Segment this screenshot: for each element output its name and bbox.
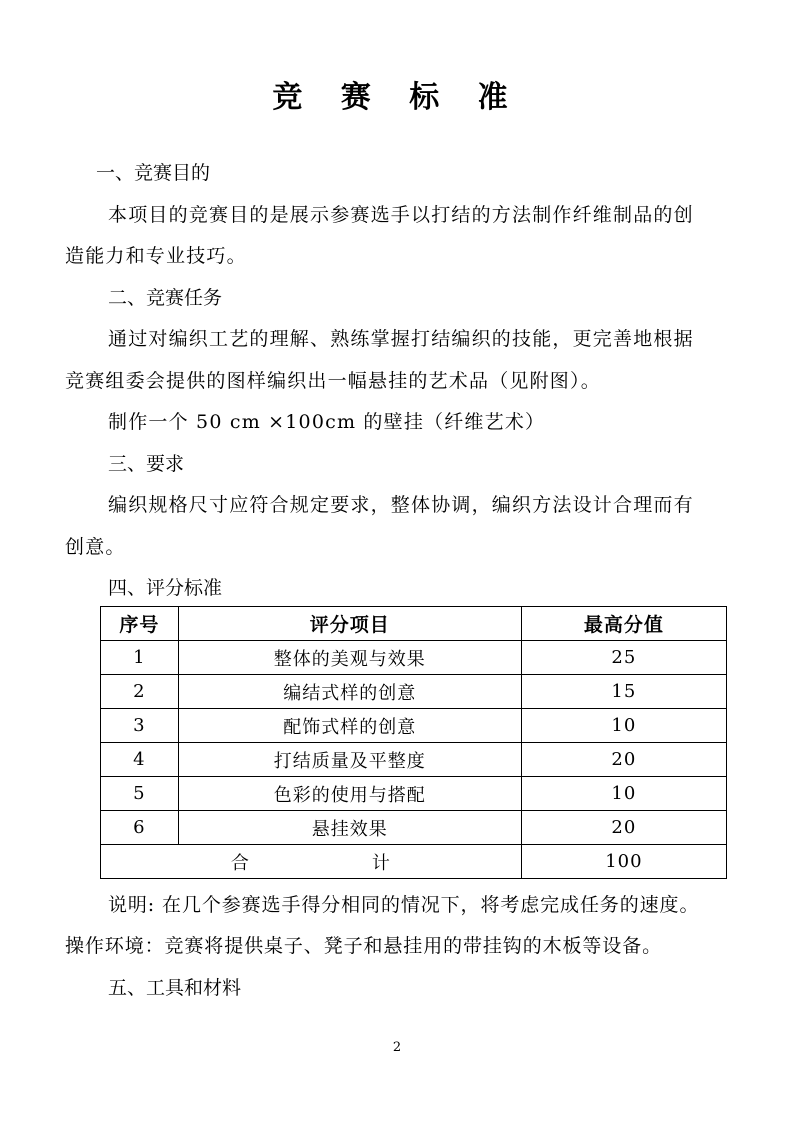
task-text-line2: 竞赛组委会提供的图样编织出一幅悬挂的艺术品（见附图）。: [65, 370, 601, 392]
section-heading-requirements: 三、要求: [108, 453, 185, 475]
section-heading-scoring: 四、评分标准: [108, 577, 223, 599]
section-heading-task: 二、竞赛任务: [108, 287, 223, 309]
row-item: 编结式样的创意: [178, 675, 521, 709]
row-score: 20: [521, 811, 726, 845]
requirements-text-line1: 编织规格尺寸应符合规定要求，整体协调，编织方法设计合理而有: [108, 494, 694, 516]
table-row: [101, 743, 727, 777]
requirements-text-line2: 创意。: [65, 536, 126, 558]
section-heading-purpose: 一、竞赛目的: [96, 162, 211, 184]
table-row: [101, 641, 727, 675]
table-header-row: [101, 607, 727, 641]
task-text-line1: 通过对编织工艺的理解、熟练掌握打结编织的技能，更完善地根据: [108, 328, 694, 350]
page-title: 竞 赛 标 准: [272, 80, 522, 115]
header-number: 序号: [101, 607, 179, 641]
table-row: [101, 811, 727, 845]
total-value: 100: [521, 845, 726, 879]
scoring-table: [100, 606, 727, 879]
table-row: [101, 777, 727, 811]
row-item: 整体的美观与效果: [178, 641, 521, 675]
header-item: 评分项目: [178, 607, 521, 641]
section-heading-tools: 五、工具和材料: [108, 977, 242, 999]
row-score: 15: [521, 675, 726, 709]
table-row: [101, 709, 727, 743]
row-number: 4: [101, 743, 179, 777]
note-environment: 操作环境：竞赛将提供桌子、凳子和悬挂用的带挂钩的木板等设备。: [65, 935, 663, 957]
row-item: 配饰式样的创意: [178, 709, 521, 743]
row-item: 悬挂效果: [178, 811, 521, 845]
page-number: 2: [392, 1040, 402, 1055]
task-text-line3: 制作一个 50 cm ×100cm 的壁挂（纤维艺术）: [108, 411, 546, 433]
note-tie-rule: 说明: 在几个参赛选手得分相同的情况下，将考虑完成任务的速度。: [108, 894, 700, 916]
total-label: 合计: [230, 852, 391, 874]
row-score: 25: [521, 641, 726, 675]
table-total-row: [101, 845, 727, 879]
row-item: 色彩的使用与搭配: [178, 777, 521, 811]
row-number: 6: [101, 811, 179, 845]
row-number: 3: [101, 709, 179, 743]
row-number: 1: [101, 641, 179, 675]
row-item: 打结质量及平整度: [178, 743, 521, 777]
header-max-score: 最高分值: [521, 607, 726, 641]
row-number: 5: [101, 777, 179, 811]
purpose-text-line2: 造能力和专业技巧。: [65, 245, 247, 267]
row-score: 10: [521, 777, 726, 811]
row-score: 10: [521, 709, 726, 743]
total-label-cell: [101, 845, 522, 879]
row-number: 2: [101, 675, 179, 709]
purpose-text-line1: 本项目的竞赛目的是展示参赛选手以打结的方法制作纤维制品的创: [108, 204, 694, 226]
table-row: [101, 675, 727, 709]
row-score: 20: [521, 743, 726, 777]
